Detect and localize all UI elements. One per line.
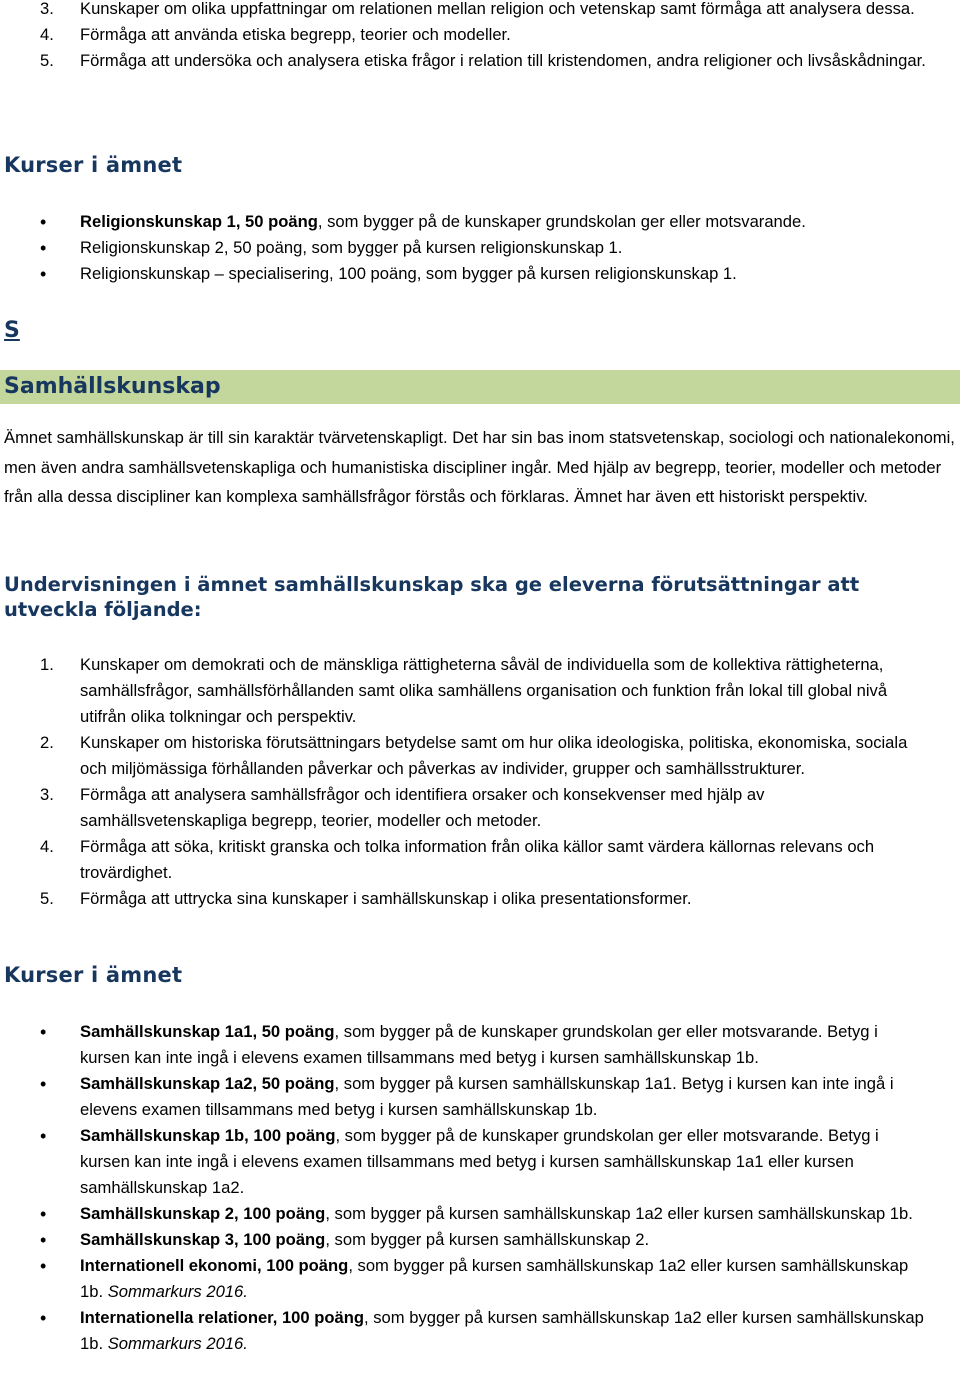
list-item bbox=[0, 834, 915, 886]
course-name: Samhällskunskap 1b, 100 poäng bbox=[80, 1126, 336, 1145]
list-item bbox=[0, 782, 915, 834]
subject-description: Ämnet samhällskunskap är till sin karaktär tvärvetenskapligt. Det har sin bas inom statsvetenskap, sociologi och nationalekonomi, men även andra samhällsvetenskapliga och humanistiska discipliner ingår. Med hjälp av begrepp, teorier, modeller och metoder från alla dessa discipliner kan komplexa samhällsfrågor förstås och förklaras. Ämnet har även ett historiskt perspektiv. bbox=[4, 428, 955, 506]
list-item bbox=[0, 261, 930, 287]
course-name: Internationell ekonomi, 100 poäng bbox=[80, 1256, 349, 1275]
intro-list bbox=[0, 0, 930, 74]
course-note: Sommarkurs 2016. bbox=[107, 1282, 248, 1301]
list-item bbox=[0, 1123, 930, 1201]
list-number: 1. bbox=[40, 655, 54, 674]
course-text: , som bygger på kursen samhällskunskap 1a2 eller kursen samhällskunskap 1b. bbox=[325, 1204, 913, 1223]
subject-courses-list bbox=[0, 1019, 930, 1357]
course-text: , som bygger på de kunskaper grundskolan ger eller motsvarande. bbox=[317, 212, 806, 231]
course-text: , som bygger på kursen samhällskunskap 1a2 eller kursen samhällskunskap 1b. bbox=[80, 1308, 924, 1353]
list-item bbox=[0, 235, 930, 261]
teaching-heading: Undervisningen i ämnet samhällskunskap ska ge eleverna förutsättningar att utveckla följande: bbox=[4, 573, 860, 621]
course-name: Internationella relationer, 100 poäng bbox=[80, 1308, 365, 1327]
letter-heading: S bbox=[4, 318, 20, 343]
list-item bbox=[0, 48, 930, 74]
list-text: Förmåga att analysera samhällsfrågor och identifiera orsaker och konsekvenser med hjälp av samhällsvetenskapliga begrepp, teorier, modeller och metoder. bbox=[80, 785, 765, 830]
list-text: Förmåga att söka, kritiskt granska och tolka information från olika källor samt värdera källornas relevans och trovärdighet. bbox=[80, 837, 875, 882]
course-name: Religionskunskap 1, 50 poäng bbox=[80, 212, 318, 231]
course-text: , som bygger på de kunskaper grundskolan ger eller motsvarande. Betyg i kursen kan inte ingå i elevens examen tillsammans med betyg i kursen samhällskunskap 1b. bbox=[80, 1022, 878, 1067]
list-item bbox=[0, 1227, 930, 1253]
course-text: , som bygger på de kunskaper grundskolan ger eller motsvarande. Betyg i kursen kan inte ingå i elevens examen tillsammans med betyg i kursen samhällskunskap 1a1 eller kursen samhällskunskap 1a2. bbox=[80, 1126, 879, 1197]
bullet-icon: • bbox=[40, 1308, 47, 1328]
list-text: Kunskaper om historiska förutsättningars betydelse samt om hur olika ideologiska, politiska, ekonomiska, sociala och miljömässiga förhållanden påverkar och påverkas av individer, grupper och samhällsstrukturer. bbox=[80, 733, 908, 778]
course-name: Samhällskunskap 3, 100 poäng bbox=[80, 1230, 326, 1249]
course-text: , som bygger på kursen samhällskunskap 1a1. Betyg i kursen kan inte ingå i elevens examen tillsammans med betyg i kursen samhällskunskap 1b. bbox=[80, 1074, 894, 1119]
bullet-icon: • bbox=[40, 1022, 47, 1042]
list-number: 5. bbox=[40, 51, 54, 70]
bullet-icon: • bbox=[40, 238, 47, 258]
list-item bbox=[0, 730, 915, 782]
list-item bbox=[0, 1201, 930, 1227]
subject-banner: Samhällskunskap bbox=[0, 370, 960, 404]
course-note: Sommarkurs 2016. bbox=[107, 1334, 248, 1353]
bullet-icon: • bbox=[40, 1126, 47, 1146]
list-item bbox=[0, 209, 930, 235]
list-number: 2. bbox=[40, 733, 54, 752]
list-item bbox=[0, 22, 930, 48]
list-item bbox=[0, 1019, 930, 1071]
list-item bbox=[0, 1305, 930, 1357]
list-text: Förmåga att undersöka och analysera etiska frågor i relation till kristendomen, andra religioner och livsåskådningar. bbox=[80, 51, 926, 70]
bullet-icon: • bbox=[40, 212, 47, 232]
list-item bbox=[0, 1071, 930, 1123]
list-number: 5. bbox=[40, 889, 54, 908]
list-item bbox=[0, 0, 930, 22]
course-name: Samhällskunskap 1a1, 50 poäng bbox=[80, 1022, 335, 1041]
list-number: 4. bbox=[40, 837, 54, 856]
list-text: Förmåga att uttrycka sina kunskaper i samhällskunskap i olika presentationsformer. bbox=[80, 889, 692, 908]
course-name: Samhällskunskap 2, 100 poäng bbox=[80, 1204, 326, 1223]
list-item bbox=[0, 1253, 930, 1305]
course-text: , som bygger på kursen samhällskunskap 2. bbox=[325, 1230, 650, 1249]
course-text: Religionskunskap – specialisering, 100 poäng, som bygger på kursen religionskunskap 1. bbox=[80, 264, 737, 283]
goals-list bbox=[0, 652, 915, 912]
religion-courses-list bbox=[0, 209, 930, 287]
bullet-icon: • bbox=[40, 1204, 47, 1224]
list-text: Kunskaper om olika uppfattningar om relationen mellan religion och vetenskap samt förmåga att analysera dessa. bbox=[80, 0, 915, 18]
bullet-icon: • bbox=[40, 1256, 47, 1276]
bullet-icon: • bbox=[40, 1074, 47, 1094]
list-item bbox=[0, 652, 915, 730]
course-text: , som bygger på kursen samhällskunskap 1a2 eller kursen samhällskunskap 1b. bbox=[80, 1256, 909, 1301]
list-text: Förmåga att använda etiska begrepp, teorier och modeller. bbox=[80, 25, 511, 44]
list-item bbox=[0, 886, 915, 912]
list-number: 3. bbox=[40, 785, 54, 804]
subject-courses-heading: Kurser i ämnet bbox=[4, 963, 183, 987]
course-text: Religionskunskap 2, 50 poäng, som bygger på kursen religionskunskap 1. bbox=[80, 238, 623, 257]
list-number: 3. bbox=[40, 0, 54, 18]
bullet-icon: • bbox=[40, 264, 47, 284]
bullet-icon: • bbox=[40, 1230, 47, 1250]
religion-courses-heading: Kurser i ämnet bbox=[4, 153, 183, 177]
course-name: Samhällskunskap 1a2, 50 poäng bbox=[80, 1074, 335, 1093]
list-text: Kunskaper om demokrati och de mänskliga rättigheterna såväl de individuella som de kollektiva rättigheterna, samhällsfrågor, samhällsförhållanden samt olika samhällens organisation och funktion från lokal till global nivå utifrån olika tolkningar och perspektiv. bbox=[80, 655, 888, 726]
list-number: 4. bbox=[40, 25, 54, 44]
